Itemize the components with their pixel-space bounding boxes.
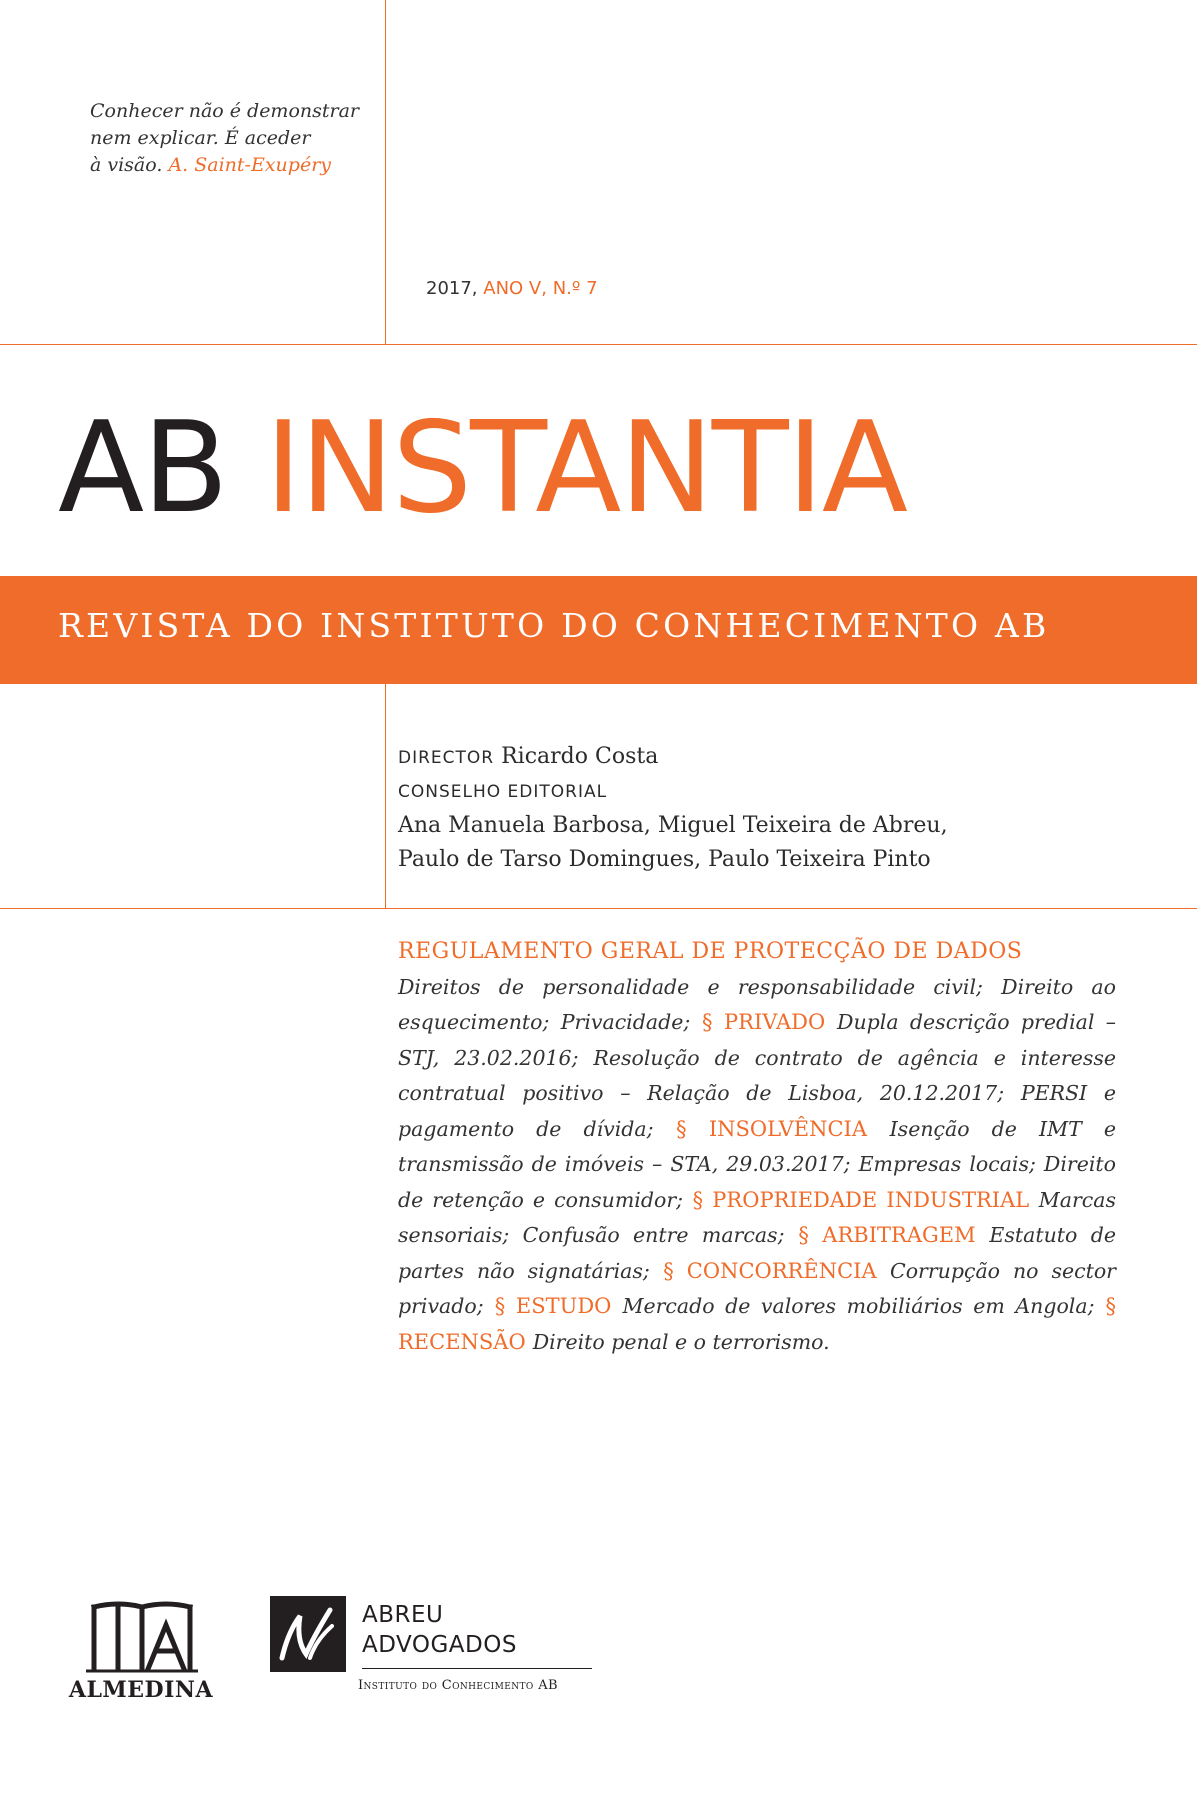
summary-text-6: Corrupção no sector privado;: [398, 1258, 1116, 1318]
section-insolvencia: § INSOLVÊNCIA: [676, 1116, 867, 1141]
board-label: CONSELHO EDITORIAL: [398, 782, 608, 802]
almedina-logo: [56, 1595, 226, 1707]
journal-title-instantia: INSTANTIA: [264, 394, 907, 541]
summary-text-2: Dupla descrição predial – STJ, 23.02.2016; Resolução de contrato de agência e interesse contratual positivo – Relação de Lisboa, 20.12.2017; PERSI e pagamento de dívida;: [398, 1010, 1116, 1141]
quote-line-1: Conhecer não é demonstrar: [90, 100, 360, 122]
almedina-wordmark: ALMEDINA: [68, 1677, 214, 1703]
section-privado: § PRIVADO: [702, 1010, 826, 1034]
journal-title: [58, 394, 907, 541]
journal-title-ab: AB: [58, 394, 227, 541]
middle-vertical-divider: [385, 684, 386, 908]
summary-text-3: Isenção de IMT e transmissão de imóveis – STA, 29.03.2017; Empresas locais; Direito de retenção e consumidor;: [398, 1116, 1116, 1212]
board-members-line-2: Paulo de Tarso Domingues, Paulo Teixeira Pinto: [398, 847, 931, 872]
abreu-wordmark-line-2: ADVOGADOS: [362, 1632, 517, 1658]
section-propriedade-industrial: § PROPRIEDADE INDUSTRIAL: [692, 1187, 1030, 1212]
middle-horizontal-divider: [0, 908, 1197, 909]
abreu-wordmark-line-1: ABREU: [362, 1602, 444, 1628]
summary-text-7: Mercado de valores mobiliários em Angola;: [622, 1294, 1095, 1318]
subtitle-band: [0, 576, 1197, 684]
issue-year: 2017,: [426, 278, 478, 299]
summary-text-4: Marcas sensoriais; Confusão entre marcas;: [398, 1187, 1117, 1247]
quote-line-3-text: à visão.: [90, 154, 163, 176]
summary-heading: REGULAMENTO GERAL DE PROTECÇÃO DE DADOS: [398, 939, 1023, 964]
quote-author: A. Saint-Exupéry: [168, 154, 332, 176]
summary-text-5: Estatuto de partes não signatárias;: [398, 1223, 1116, 1283]
quote-line-3: [90, 152, 390, 179]
issue-info: [426, 278, 598, 299]
editorial-board: [398, 740, 1098, 877]
summary-text-8: Direito penal e o terrorismo.: [532, 1329, 830, 1354]
journal-subtitle: REVISTA DO INSTITUTO DO CONHECIMENTO AB: [58, 606, 1050, 645]
section-recensao: § RECENSÃO: [398, 1294, 1117, 1354]
epigraph-quote: [90, 98, 390, 179]
contents-summary: [398, 935, 1116, 1360]
abreu-institute-label: Instituto do Conhecimento AB: [358, 1678, 558, 1693]
section-arbitragem: § ARBITRAGEM: [798, 1223, 976, 1247]
top-horizontal-divider: [0, 344, 1197, 345]
director-line: [398, 740, 1098, 775]
issue-volume: ANO V, N.º 7: [483, 278, 598, 299]
abreu-advogados-logo: [270, 1596, 590, 1706]
board-members-line-1: Ana Manuela Barbosa, Miguel Teixeira de Abreu,: [398, 813, 948, 838]
director-label: DIRECTOR: [398, 748, 495, 768]
abreu-rule: [362, 1668, 592, 1669]
almedina-emblem-icon: [56, 1595, 226, 1677]
section-estudo: § ESTUDO: [494, 1294, 612, 1318]
abreu-monogram-icon: [270, 1596, 346, 1672]
director-name: Ricardo Costa: [501, 744, 659, 769]
summary-text-1: Direitos de personalidade e responsabilidade civil; Direito ao esquecimento; Privacidade;: [398, 974, 1116, 1034]
section-concorrencia: § CONCORRÊNCIA: [663, 1258, 877, 1283]
quote-line-2: nem explicar. É aceder: [90, 127, 311, 149]
